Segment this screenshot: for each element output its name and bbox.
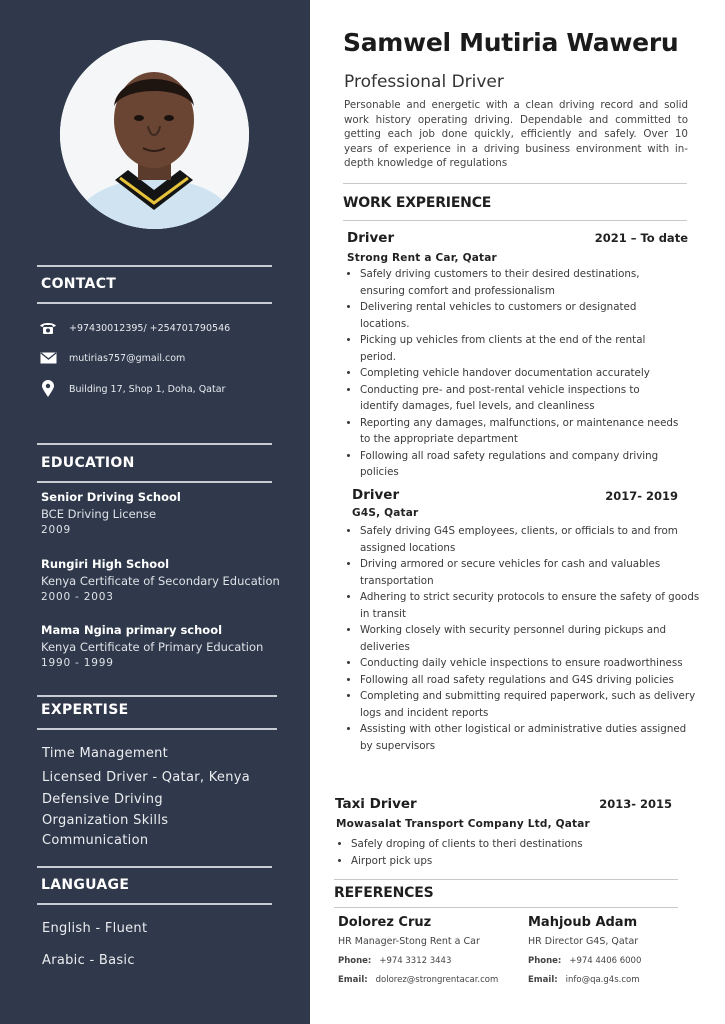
location-pin-icon (38, 381, 58, 397)
duty-item: • Adhering to strict security protocols to ensure the safety of goods in transit (360, 589, 700, 622)
divider (37, 443, 272, 445)
duty-item: • Conducting daily vehicle inspections to ensure roadworthiness (360, 655, 700, 672)
duty-item: • Completing vehicle handover documentation accurately (360, 365, 680, 382)
duty-item: • Following all road safety regulations and G4S driving policies (360, 672, 700, 689)
reference-email (338, 975, 498, 985)
duty-item: • Conducting pre- and post-rental vehicle inspections to identify damages, fuel levels, and cleanliness (360, 382, 680, 415)
divider (37, 265, 272, 267)
reference-name: Mahjoub Adam (528, 915, 638, 930)
duty-item: • Following all road safety regulations and company driving policies (360, 448, 680, 481)
divider (343, 183, 687, 184)
education-item (41, 623, 263, 669)
contact-email (38, 350, 185, 366)
divider (37, 695, 277, 697)
divider (334, 907, 678, 908)
job-role: Professional Driver (344, 72, 504, 92)
email-value: dolorez@strongrentacar.com (375, 975, 499, 985)
duty-item: • Completing and submitting required paperwork, such as delivery logs and incident reports (360, 688, 700, 721)
years: 2009 (41, 524, 71, 536)
qualification: Kenya Certificate of Primary Education (41, 640, 264, 654)
job-duties (337, 836, 691, 869)
expertise-item: Time Management (42, 746, 169, 761)
duty-item: • Reporting any damages, malfunctions, or maintenance needs to the appropriate department (360, 415, 680, 448)
candidate-name: Samwel Mutiria Waweru (343, 28, 679, 57)
company-name: Strong Rent a Car, Qatar (347, 252, 497, 264)
education-item (41, 490, 181, 536)
address: Building 17, Shop 1, Doha, Qatar (69, 383, 226, 395)
work-experience-heading: WORK EXPERIENCE (343, 195, 492, 211)
references-heading: REFERENCES (334, 885, 434, 901)
email-label: Email: (528, 975, 558, 985)
duty-item: • Assisting with other logistical or administrative duties assigned by supervisors (360, 721, 700, 754)
expertise-item: Organization Skills (42, 813, 169, 828)
divider (37, 866, 272, 868)
sidebar (0, 0, 310, 1024)
school-name: Rungiri High School (41, 557, 170, 571)
divider (37, 302, 272, 304)
expertise-item: Licensed Driver - Qatar, Kenya (42, 770, 250, 785)
reference-name: Dolorez Cruz (338, 915, 432, 930)
phone-label: Phone: (338, 956, 372, 966)
profile-photo (60, 40, 249, 229)
qualification: BCE Driving License (41, 507, 157, 521)
school-name: Mama Ngina primary school (41, 623, 223, 637)
contact-address (38, 381, 225, 397)
profile-summary: Personable and energetic with a clean driving record and solid work history operating driving. Dependable and committed to getting each job done quickly, efficiently and safely. Over 10 years of experience in a driving business environment with in-depth knowledge of regulations (344, 99, 688, 170)
job-dates: 2021 – To date (594, 231, 688, 245)
job-title: Taxi Driver (335, 796, 417, 812)
divider (37, 728, 277, 730)
reference-email (528, 975, 641, 985)
duty-item: • Safely droping of clients to theri destinations (351, 836, 691, 853)
phone-icon (38, 320, 58, 336)
years: 1990 - 1999 (41, 657, 114, 669)
divider (334, 879, 678, 880)
divider (37, 903, 272, 905)
company-name: G4S, Qatar (352, 507, 419, 519)
duty-item: • Airport pick ups (351, 853, 691, 870)
reference-role: HR Director G4S, Qatar (528, 936, 639, 947)
expertise-item: Communication (42, 833, 149, 848)
school-name: Senior Driving School (41, 490, 181, 504)
main-column (310, 0, 725, 1024)
education-item (41, 557, 280, 603)
email-address: mutirias757@gmail.com (69, 352, 186, 364)
language-item: English - Fluent (42, 921, 148, 936)
language-heading: LANGUAGE (41, 877, 130, 893)
job-dates: 2017- 2019 (605, 489, 678, 503)
job-duties (346, 523, 700, 754)
duty-item: • Safely driving G4S employees, clients, or officials to and from assigned locations (360, 523, 700, 556)
duty-item: • Working closely with security personnel during pickups and deliveries (360, 622, 700, 655)
company-name: Mowasalat Transport Company Ltd, Qatar (336, 818, 590, 830)
reference-item (528, 915, 641, 985)
job-title: Driver (347, 230, 395, 246)
qualification: Kenya Certificate of Secondary Education (41, 574, 280, 588)
language-item: Arabic - Basic (42, 953, 135, 968)
contact-phone (38, 320, 230, 336)
reference-phone (528, 956, 641, 966)
contact-heading: CONTACT (41, 276, 117, 292)
job-title: Driver (352, 487, 400, 503)
reference-item (338, 915, 498, 985)
phone-value: +974 3312 3443 (379, 956, 452, 966)
years: 2000 - 2003 (41, 591, 114, 603)
phone-label: Phone: (528, 956, 562, 966)
email-label: Email: (338, 975, 368, 985)
reference-role: HR Manager-Stong Rent a Car (338, 936, 480, 947)
job-dates: 2013- 2015 (599, 797, 672, 811)
email-value: info@qa.g4s.com (565, 975, 640, 985)
duty-item: • Driving armored or secure vehicles for cash and valuables transportation (360, 556, 700, 589)
divider (37, 481, 272, 483)
education-heading: EDUCATION (41, 455, 135, 471)
duty-item: • Safely driving customers to their desired destinations, ensuring comfort and professionalism (360, 266, 680, 299)
reference-phone (338, 956, 498, 966)
expertise-item: Defensive Driving (42, 792, 163, 807)
job-duties (346, 266, 680, 481)
phone-number: +97430012395/ +254701790546 (69, 322, 231, 334)
phone-value: +974 4406 6000 (569, 956, 642, 966)
expertise-heading: EXPERTISE (41, 702, 129, 718)
mail-icon (38, 350, 58, 366)
divider (343, 220, 687, 221)
duty-item: • Picking up vehicles from clients at the end of the rental period. (360, 332, 680, 365)
duty-item: • Delivering rental vehicles to customers or designated locations. (360, 299, 680, 332)
